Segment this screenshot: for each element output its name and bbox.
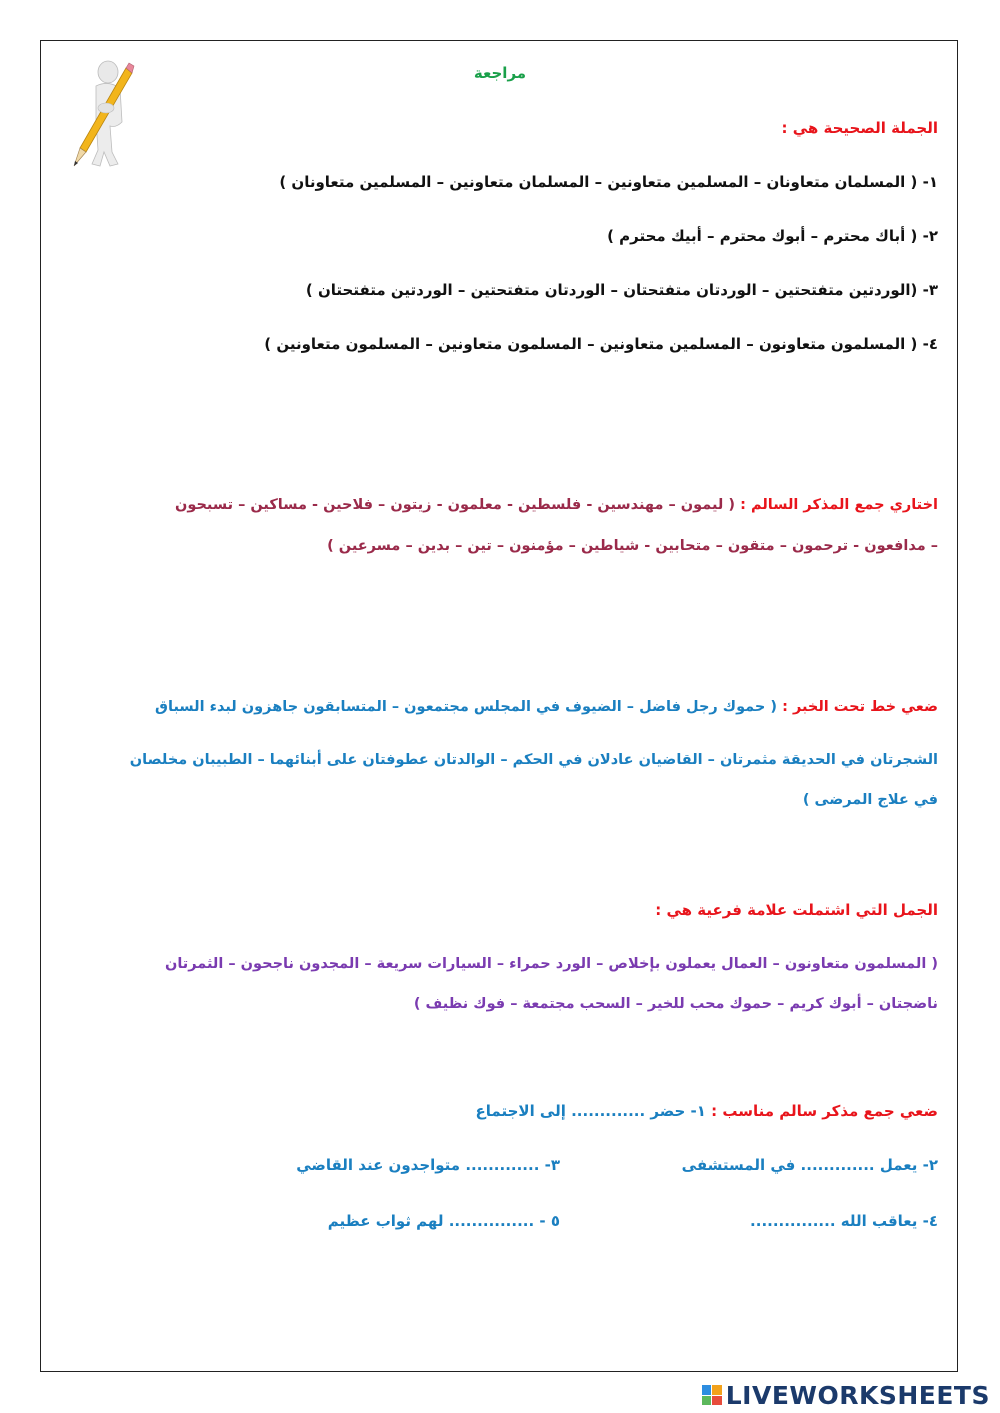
section5-item-2: ٢- يعمل ............. في المستشفى (681, 1156, 938, 1174)
liveworksheets-logo-icon (702, 1385, 722, 1405)
section3-heading: ضعي خط تحت الخبر : (782, 699, 938, 715)
section2-line-2: – مدافعون - ترحمون – متقون – متحابين - شياطين – مؤمنون – تين – بدين – مسرعين ) (327, 538, 938, 554)
section4-heading: الجمل التي اشتملت علامة فرعية هي : (655, 901, 938, 919)
section4-line-2: ناضجتان – أبوك كريم – حموك محب للخير – السحب مجتمعة – فوك نظيف ) (413, 996, 938, 1012)
section3-line-2: الشجرتان في الحديقة مثمرتان – القاضيان عادلان في الحكم – الوالدتان عطوفتان على أبنائهما – الطبيبان مخلصان (129, 752, 938, 768)
section2-words-1: ( ليمون – مهندسين - فلسطين - معلمون - زيتون – فلاحين - مساكين – تسبحون (175, 497, 736, 513)
section5-item-5: ٥ - ............... لهم ثواب عظيم (327, 1212, 560, 1230)
section5-heading: ضعي جمع مذكر سالم مناسب : (711, 1102, 938, 1120)
liveworksheets-logo[interactable] (702, 1382, 990, 1408)
brand-name: LIVEWORKSHEETS (725, 1380, 990, 1410)
section5-item-4: ٤- يعاقب الله ............... (750, 1212, 938, 1230)
section2-heading: اختاري جمع المذكر السالم : (740, 497, 938, 513)
section4-line-1: ( المسلمون متعاونون – العمال يعملون بإخلاص – الورد حمراء – السيارات سريعة – المجدون ناجحون – الثمرتان (164, 956, 938, 972)
section5-item-1: ١- حضر ............. إلى الاجتماع (475, 1102, 706, 1120)
section1-item-1: ١- ( المسلمان متعاونان – المسلمين متعاونين – المسلمان متعاونين – المسلمين متعاونان ) (279, 173, 938, 191)
section1-heading: الجملة الصحيحة هي : (781, 119, 938, 137)
section3-words-1: ( حموك رجل فاضل – الضيوف في المجلس مجتمعون – المتسابقون جاهزون لبدء السباق (155, 699, 778, 715)
section2-line-1 (175, 495, 938, 515)
section1-item-2: ٢- ( أباك محترم – أبوك محترم – أبيك محترم ) (607, 227, 938, 245)
section5-line-1 (476, 1101, 938, 1121)
section1-item-3: ٣- (الوردتين متفتحتين – الوردتان متفتحتان – الوردتان متفتحتين – الوردتين متفتحتان ) (305, 281, 938, 299)
section3-line-3: في علاج المرضى ) (802, 792, 938, 808)
page-title: مراجعة (473, 64, 527, 82)
section5-item-3: ٣- ............. متواجدون عند القاضي (296, 1156, 560, 1174)
pencil-figure-icon (66, 60, 136, 170)
section1-item-4: ٤- ( المسلمون متعاونون – المسلمين متعاونين – المسلمون متعاونين – المسلمون متعاونين ) (264, 335, 938, 353)
section3-line-1 (155, 697, 938, 717)
